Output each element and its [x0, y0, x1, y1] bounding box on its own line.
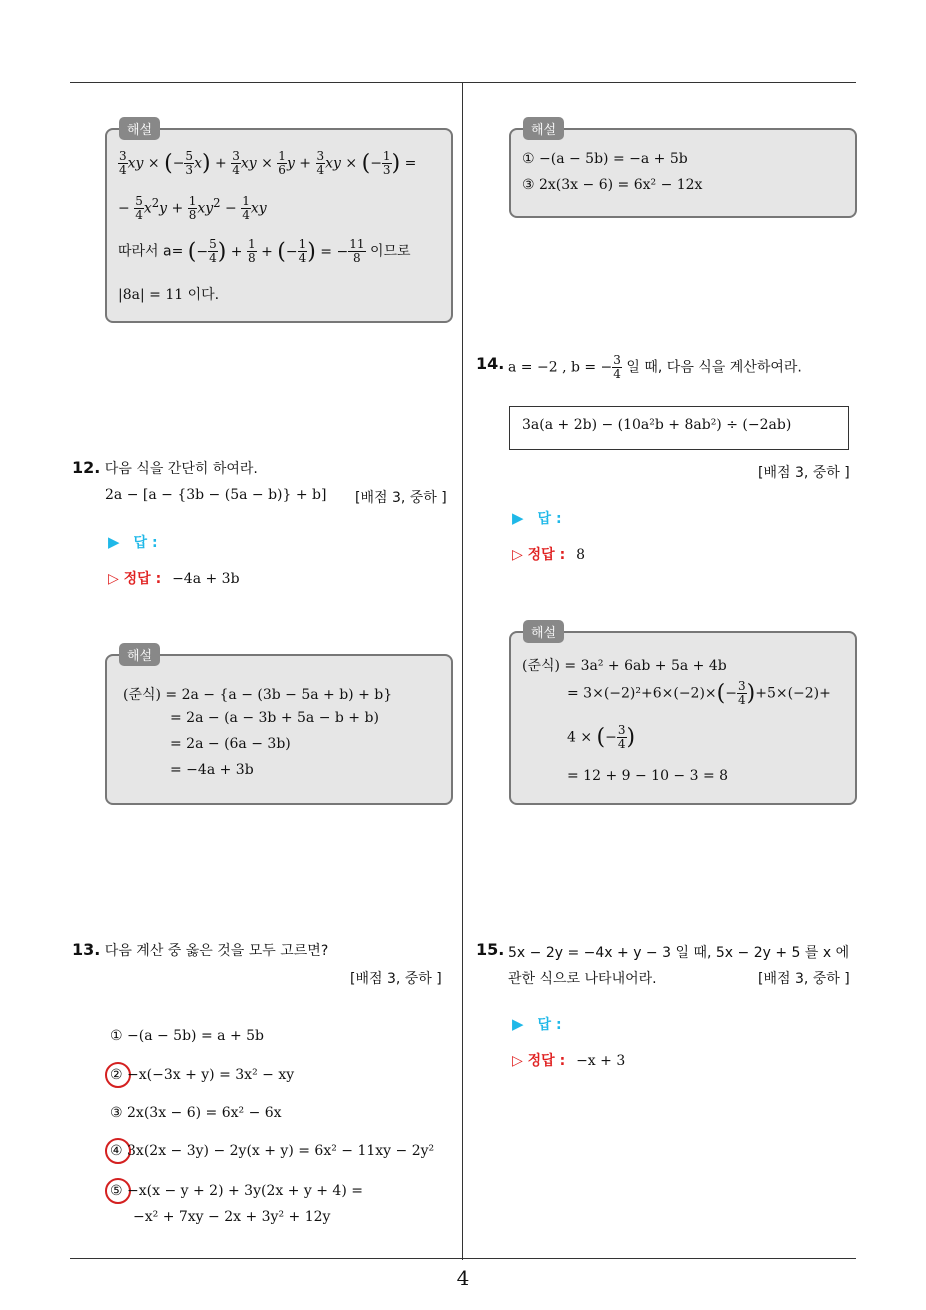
solution-11-line-4: |8a| = 11 이다. — [118, 287, 220, 303]
option-text: 3x(2x − 3y) − 2y(x + y) = 6x² − 11xy − 2y² — [127, 1143, 435, 1159]
answer-line-15[interactable] — [512, 1014, 562, 1034]
option-4[interactable] — [110, 1143, 434, 1159]
question-15-line-1: 5x − 2y = −4x + y − 3 일 때, 5x − 2y + 5 를 x 에 — [508, 945, 850, 961]
option-1[interactable] — [110, 1028, 264, 1044]
solution-11-line-2: − $\frac{5}{4}$ $x^2y$ + $\frac{1}{8}$ $xy^2$ − $\frac{1}{4}$ xy — [118, 194, 267, 222]
question-12-expr: 2a − [a − {3b − (5a − b)} + b] — [105, 487, 327, 503]
solution-14-line-2a: = 3×(−2)²+6×(−2)× — [567, 685, 717, 702]
question-number: 13. — [72, 940, 101, 959]
option-5-continued: −x² + 7xy − 2x + 3y² + 12y — [133, 1209, 331, 1225]
option-2[interactable] — [110, 1067, 294, 1083]
question-number: 12. — [72, 458, 101, 477]
correct-label: 정답 : — [527, 1053, 566, 1069]
option-mark: ④ — [110, 1143, 123, 1159]
correct-label: 정답 : — [123, 571, 162, 587]
option-mark: ⑤ — [110, 1183, 123, 1199]
solution-14-line-4: = 12 + 9 − 10 − 3 = 8 — [567, 768, 729, 784]
outline-triangle-icon: ▷ — [512, 547, 523, 563]
question-15 — [476, 940, 504, 959]
question-13 — [72, 940, 328, 960]
solution-14-line-2b: +5×(−2)+ — [755, 685, 831, 702]
correct-value: 8 — [576, 547, 585, 563]
question-14-condition: a = −2 , b = − $\frac{3}{4}$ 일 때, 다음 식을 계산하여라. — [508, 353, 802, 381]
option-mark: ① — [110, 1028, 123, 1044]
solution-tag: 해설 — [523, 620, 564, 643]
solution-11-line-1: $\frac{3}{4}$ xy × (− $\frac{5}{3}$ x) + $\frac{3}{4}$ xy × $\frac{1}{6}$ y + $\frac{3}{4}$ xy × (− $\frac{1}{3}$ ) = — [119, 149, 417, 177]
answer-label: 답 : — [537, 511, 562, 527]
solution-12-line-4: = −4a + 3b — [170, 762, 254, 778]
solution-14-line-2: = 3×(−2)²+6×(−2)×(− $\frac{3}{4}$ )+5×(−2)+ — [567, 679, 831, 707]
correct-value: −x + 3 — [576, 1053, 626, 1069]
solution-tag: 해설 — [119, 117, 160, 140]
correct-answer-15 — [512, 1050, 625, 1070]
question-number: 15. — [476, 940, 505, 959]
solution-tag: 해설 — [119, 643, 160, 666]
option-text: −(a − 5b) = a + 5b — [127, 1028, 264, 1044]
solution-11-line-3-suffix: 이므로 — [369, 243, 411, 260]
question-14 — [476, 354, 504, 373]
solution-box-13 — [509, 128, 857, 218]
question-15-line-2: 관한 식으로 나타내어라. — [508, 971, 657, 987]
play-icon: ▶ — [108, 533, 120, 551]
solution-13-line-1: ① −(a − 5b) = −a + 5b — [522, 151, 688, 167]
correct-answer-14 — [512, 544, 585, 564]
play-icon: ▶ — [512, 1015, 524, 1033]
question-text: 일 때, 다음 식을 계산하여라. — [626, 359, 802, 376]
page-number: 4 — [456, 1266, 470, 1290]
option-3[interactable] — [110, 1105, 282, 1121]
option-mark: ② — [110, 1067, 123, 1083]
question-12-score: [배점 3, 중하 ] — [355, 490, 447, 506]
column-divider — [462, 82, 463, 1260]
outline-triangle-icon: ▷ — [108, 571, 119, 587]
question-text: 다음 식을 간단히 하여라. — [104, 461, 258, 477]
solution-12-line-1: (준식) = 2a − {a − (3b − 5a + b) + b} — [123, 687, 393, 703]
solution-tag: 해설 — [523, 117, 564, 140]
correct-value: −4a + 3b — [172, 571, 240, 587]
answer-line-14[interactable] — [512, 508, 562, 528]
solution-13-line-2: ③ 2x(3x − 6) = 6x² − 12x — [522, 177, 703, 193]
question-13-score: [배점 3, 중하 ] — [350, 971, 442, 987]
solution-12-line-2: = 2a − (a − 3b + 5a − b + b) — [170, 710, 379, 726]
solution-14-line-3: 4 × (− $\frac{3}{4}$ ) — [567, 723, 636, 751]
option-mark: ③ — [110, 1105, 123, 1121]
option-text: 2x(3x − 6) = 6x² − 6x — [127, 1105, 282, 1121]
outline-triangle-icon: ▷ — [512, 1053, 523, 1069]
correct-answer-12 — [108, 568, 240, 588]
question-12 — [72, 458, 258, 478]
answer-line-12[interactable] — [108, 532, 158, 552]
expression-box: 3a(a + 2b) − (10a²b + 8ab²) ÷ (−2ab) — [509, 406, 849, 450]
question-15-score: [배점 3, 중하 ] — [758, 971, 850, 987]
play-icon: ▶ — [512, 509, 524, 527]
bottom-rule — [70, 1258, 856, 1259]
question-number: 14. — [476, 354, 505, 373]
question-text: 다음 계산 중 옳은 것을 모두 고르면? — [104, 943, 329, 959]
solution-11-line-3-prefix: 따라서 a= — [118, 243, 184, 260]
solution-box-12 — [105, 654, 453, 805]
option-text: −x(x − y + 2) + 3y(2x + y + 4) = — [127, 1183, 363, 1199]
solution-14-line-3-text: 4 × — [567, 729, 593, 746]
solution-11-line-3: 따라서 a= (− $\frac{5}{4}$ ) + $\frac{1}{8}$ + (− $\frac{1}{4}$ ) = − $\frac{11}{8}$ 이므로 — [118, 237, 411, 265]
correct-label: 정답 : — [527, 547, 566, 563]
top-rule — [70, 82, 856, 83]
solution-14-line-1: (준식) = 3a² + 6ab + 5a + 4b — [522, 658, 727, 674]
option-5[interactable] — [110, 1183, 363, 1199]
condition-text: a = −2 , b = − — [508, 359, 613, 376]
answer-label: 답 : — [537, 1017, 562, 1033]
option-text: −x(−3x + y) = 3x² − xy — [127, 1067, 295, 1083]
question-14-score: [배점 3, 중하 ] — [758, 465, 850, 481]
answer-label: 답 : — [133, 535, 158, 551]
solution-12-line-3: = 2a − (6a − 3b) — [170, 736, 291, 752]
